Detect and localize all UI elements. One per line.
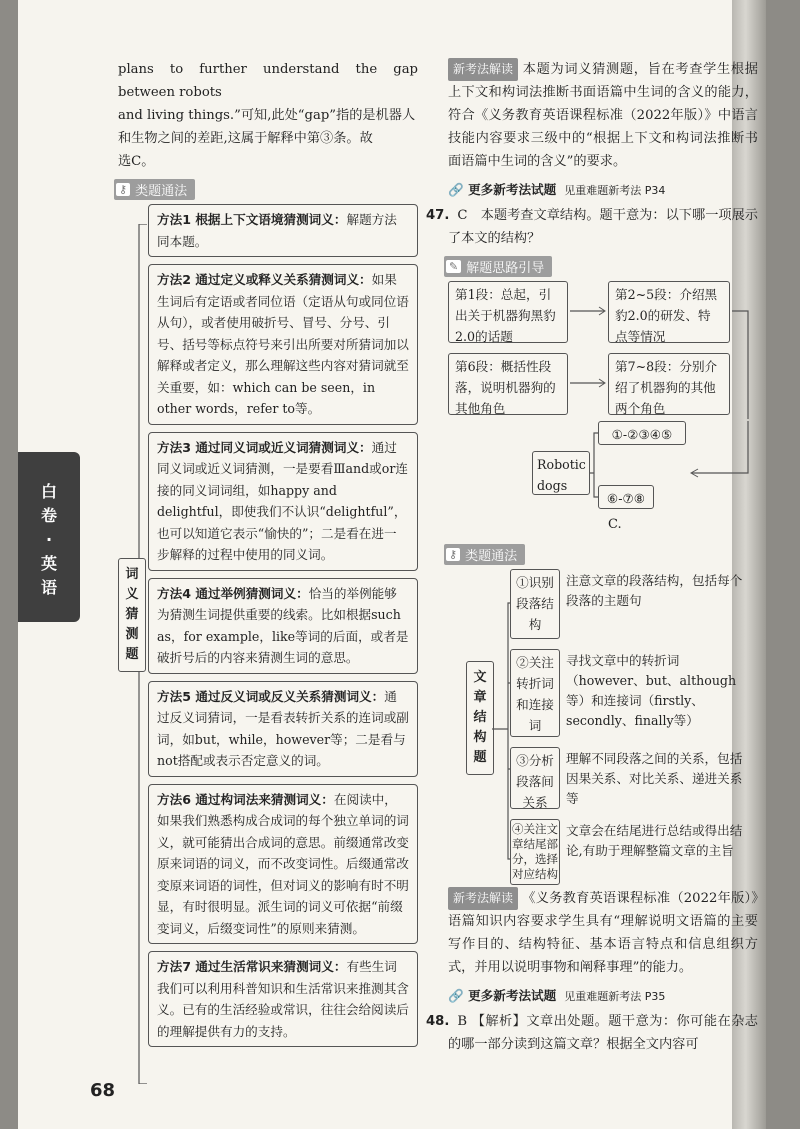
step-desc: 理解不同段落之间的关系，包括因果关系、对比关系、递进关系等	[566, 751, 743, 806]
answer-caption: C.	[608, 517, 622, 532]
pencil-icon: ✎	[446, 260, 461, 273]
steps-diagram	[448, 569, 758, 887]
right-column	[426, 58, 758, 1056]
flow-box: 第2~5段：介绍黑豹2.0的研发、特点等情况	[608, 281, 730, 343]
flow-chart	[448, 281, 758, 421]
methods-list	[148, 204, 418, 1047]
more-questions-1: 🔗 更多新考法试题 见重难题新考法 P34	[448, 182, 666, 197]
structure-diagram	[448, 421, 758, 532]
vertical-label-2: 文 章 结 构 题	[466, 661, 494, 775]
question-47: 47. C 本题考查文章结构。题干意为：以下哪一项展示了本文的结构？	[426, 208, 758, 246]
jiedu-1: 新考法解读 本题为词义猜测题，旨在考查学生根据上下文和构词法推断书面语篇中生词的含义的能力，符合《义务教育英语课程标准（2022年版）》中语言技能内容要求三级中的“根据上下文和构词法推断书面语篇中生词的含义”的要求。	[448, 58, 758, 173]
intro-line: 选C。	[118, 154, 155, 169]
page-number: 68	[90, 1080, 116, 1101]
question-48: 48. B 【解析】文章出处题。题干意为：你可能在杂志的哪一部分读到这篇文章？根据全文内容可	[426, 1014, 758, 1052]
root-box: Robotic dogs	[532, 451, 590, 495]
flow-box: 第7~8段：分别介绍了机器狗的其他两个角色	[608, 353, 730, 415]
step-desc: 注意文章的段落结构，包括每个段落的主题句	[566, 573, 743, 608]
page	[18, 0, 766, 1129]
key-icon: ⚷	[446, 548, 460, 561]
flow-box: 第6段：概括性段落，说明机器狗的其他角色	[448, 353, 568, 415]
guide-header: ✎ 解题思路引导	[444, 256, 552, 277]
section-header-2: ⚷ 类题通法	[444, 544, 525, 565]
step-desc: 文章会在结尾进行总结或得出结论,有助于理解整篇文章的主旨	[566, 823, 743, 858]
method-box: 方法4 通过举例猜测词义：恰当的举例能够为猜测生词提供重要的线索。比如根据such as，for example，like等词的后面，或者是破折号后的内容来猜测生词的意思。	[148, 578, 418, 674]
method-box: 方法3 通过同义词或近义词猜测词义：通过同义词或近义词猜测，一是要看Ⅲand或or连接的同义词词组，如happy and delightful，即使我们不认识“delightful”，也可以知道它表示“愉快的”；二是看在进一步解释的过程中使用的同义词。	[148, 432, 418, 571]
section-header: ⚷ 类题通法	[114, 179, 195, 200]
method-box: 方法6 通过构词法来猜测词义：在阅读中，如果我们熟悉构成合成词的每个独立单词的词义，就可能猜出合成词的意思。前缀通常改变原来词语的词义，而不改变词性。后缀通常改变原来词语的词性，但对词义的影响有时不明显，有时很明显。派生词的词义可依据“前缀变词义，后缀变词性”的原则来猜测。	[148, 784, 418, 945]
flow-arrows	[448, 281, 758, 421]
vertical-label: 词 义 猜 测 题	[118, 558, 146, 672]
method-box: 方法2 通过定义或释义关系猜测词义：如果生词后有定语或者同位语（定语从句或同位语从句），或者使用破折号、冒号、分号、引号、括号等标点符号来引出所要对所猜词加以解释或者定义，那么理解这些内容对猜词就至关重要，如：which can be seen，in other words，refer to等。	[148, 264, 418, 425]
left-column	[118, 58, 418, 1054]
jiedu-2: 新考法解读 《义务教育英语课程标准（2022年版）》语篇知识内容要求学生具有“理解说明文语篇的主要写作目的、结构特征、基本语言特点和信息组织方式，并用以说明事物和阐释事理”的能力。	[448, 887, 758, 979]
intro-line: plans to further understand the gap between robots	[118, 62, 418, 100]
more-questions-2: 🔗 更多新考法试题 见重难题新考法 P35	[448, 988, 666, 1003]
method-box: 方法1 根据上下文语境猜测词义：解题方法同本题。	[148, 204, 418, 257]
key-icon: ⚷	[116, 183, 130, 196]
step-box: ④关注文章结尾部分，选择对应结构	[510, 819, 560, 885]
step-desc: 寻找文章中的转折词（however、but、although等）和连接词（firstly、secondly、finally等）	[566, 653, 737, 728]
side-tab: 白 卷 · 英 语	[18, 452, 80, 622]
method-box: 方法5 通过反义词或反义关系猜测词义：通过反义词猜词，一是看表转折关系的连词或副词，如but，while，however等；二是看与not搭配或表示否定意义的词。	[148, 681, 418, 777]
diagram-lines	[448, 421, 758, 516]
flow-box: 第1段：总起，引出关于机器狗黑豹2.0的话题	[448, 281, 568, 343]
step-box: ②关注转折词和连接词	[510, 649, 560, 737]
step-box: ③分析段落间关系	[510, 747, 560, 809]
branch-top: ①-②③④⑤	[598, 421, 686, 445]
intro-line: and living things.”可知,此处“gap”指的是机器人	[118, 108, 416, 123]
method-box: 方法7 通过生活常识来猜测词义：有些生词我们可以利用科普知识和生活常识来推测其含义。已有的生活经验或常识，往往会给阅读后的理解提供有力的支持。	[148, 951, 418, 1047]
intro-line: 和生物之间的差距,这属于解释中第③条。故	[118, 131, 373, 146]
step-box: ①识别段落结构	[510, 569, 560, 639]
branch-bottom: ⑥-⑦⑧	[598, 485, 654, 509]
